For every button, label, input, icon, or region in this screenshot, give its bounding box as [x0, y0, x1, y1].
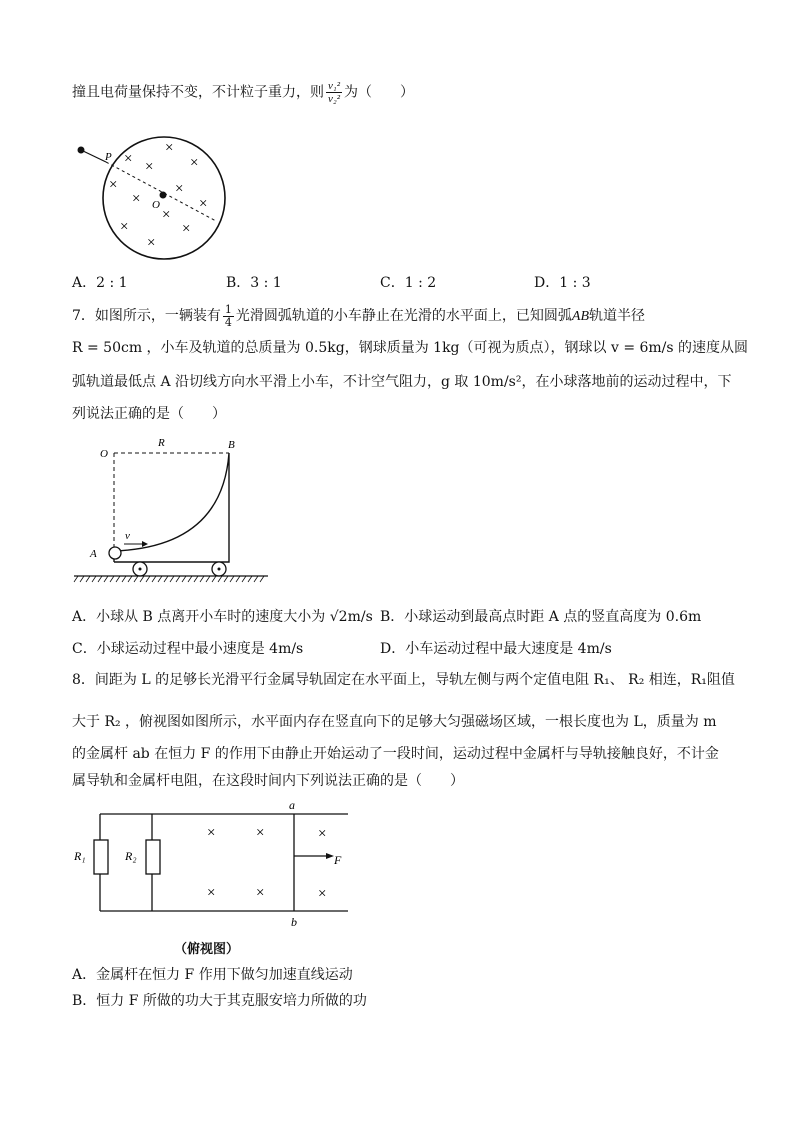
q8-stem-line4: 属导轨和金属杆电阻，在这段时间内下列说法正确的是（ ） — [72, 773, 464, 789]
q7-stem-line3: 弧轨道最低点 A 沿切线方向水平滑上小车，不计空气阻力，g 取 10m/s²，在小球落地前的运动过程中，下 — [72, 374, 732, 390]
q8-figure-caption: （俯视图） — [174, 942, 240, 957]
label-r: R — [158, 437, 165, 449]
q7-line1-text: 光滑圆弧轨道的小车静止在光滑的水平面上，已知圆弧 — [235, 308, 572, 324]
field-cross: × — [318, 886, 327, 902]
q7-cart-figure — [72, 435, 272, 585]
label-r2: R₂ — [125, 849, 137, 863]
force-arrow-head — [326, 853, 334, 859]
q7-stem-line2: R = 50cm ，小车及轨道的总质量为 0.5kg，钢球质量为 1kg（可视为质点），钢球以 v = 6m/s 的速度从圆 — [72, 340, 749, 356]
q7-quarter-fraction — [223, 304, 234, 329]
q6-circle-figure — [72, 135, 232, 275]
field-cross: × — [256, 885, 265, 901]
q8-rail-figure — [72, 798, 362, 933]
q8-option-b[interactable]: B．恒力 F 所做的功大于其克服安培力所做的功 — [72, 993, 367, 1009]
wheel-axle-left — [139, 568, 142, 571]
q7-line1-end: 轨道半径 — [589, 308, 646, 324]
q7-option-b[interactable]: B．小球运动到最高点时距 A 点的竖直高度为 0.6m — [380, 609, 702, 625]
q8-stem-line1: 8．间距为 L 的足够长光滑平行金属导轨固定在水平面上，导轨左侧与两个定值电阻 R₁、 R₂ 相连，R₁阻值 — [72, 672, 735, 688]
q7-number-text: 7．如图所示，一辆装有 — [72, 308, 221, 324]
label-a: a — [289, 798, 295, 812]
q7-option-c[interactable]: C．小球运动过程中最小速度是 4m/s — [72, 641, 304, 657]
q6-ratio-denominator: v₂² — [328, 93, 341, 105]
field-cross: × — [145, 159, 154, 175]
label-f: F — [334, 853, 342, 867]
q6-option-b[interactable]: B．3 : 1 — [226, 275, 282, 291]
field-cross: × — [207, 885, 216, 901]
center-dot — [160, 192, 167, 199]
cart-body-with-arc — [114, 453, 229, 562]
field-cross: × — [256, 825, 265, 841]
label-b: b — [291, 915, 297, 929]
field-cross: × — [109, 177, 118, 193]
field-cross: × — [207, 825, 216, 841]
steel-ball — [109, 547, 121, 559]
field-cross: × — [132, 191, 141, 207]
field-cross: × — [147, 235, 156, 251]
particle-incoming-path — [81, 150, 106, 162]
q6-option-a[interactable]: A．2 : 1 — [72, 275, 128, 291]
q6-ratio-numerator: v₁² — [328, 80, 341, 92]
field-cross: × — [199, 196, 208, 212]
resistor-r2 — [146, 840, 160, 874]
q7-option-a[interactable]: A．小球从 B 点离开小车时的速度大小为 √2m/s — [72, 609, 373, 625]
ground-hatching — [74, 576, 264, 582]
q6-stem-end: 为（ ） — [344, 84, 415, 101]
resistor-r1 — [94, 840, 108, 874]
field-cross: × — [175, 181, 184, 197]
label-p: P — [105, 151, 112, 163]
magnetic-field-crosses — [109, 140, 207, 251]
q6-option-d[interactable]: D．1 : 3 — [534, 275, 591, 291]
label-o: O — [152, 199, 160, 211]
label-b: B — [228, 439, 235, 451]
label-a: A — [90, 548, 97, 560]
q8-stem-line2: 大于 R₂ ，俯视图如图所示，水平面内存在竖直向下的足够大匀强磁场区域，一根长度也为 L，质量为 m — [72, 714, 717, 730]
q7-fraction-numerator: 1 — [224, 302, 232, 316]
q6-option-c[interactable]: C．1 : 2 — [380, 275, 437, 291]
particle-dot — [78, 147, 85, 154]
field-cross: × — [182, 221, 191, 237]
magnetic-field-crosses — [207, 825, 326, 902]
q7-arc-ab: AB — [571, 309, 590, 324]
q8-option-a[interactable]: A．金属杆在恒力 F 作用下做匀加速直线运动 — [72, 967, 353, 983]
field-cross: × — [120, 219, 129, 235]
field-cross: × — [165, 140, 174, 156]
q8-stem-line3: 的金属杆 ab 在恒力 F 的作用下由静止开始运动了一段时间，运动过程中金属杆与导轨接触良好，不计金 — [72, 746, 719, 762]
label-v: v — [125, 530, 130, 542]
label-r1: R₁ — [74, 849, 86, 863]
q7-stem-line1 — [72, 303, 645, 330]
wheel-axle-right — [218, 568, 221, 571]
dashed-diameter-line — [106, 162, 216, 221]
field-cross: × — [162, 207, 171, 223]
label-o: O — [100, 448, 108, 460]
q6-stem-tail — [72, 80, 414, 105]
field-cross: × — [190, 155, 199, 171]
field-cross: × — [124, 151, 133, 167]
velocity-arrow-head — [142, 541, 148, 547]
q7-stem-line4: 列说法正确的是（ ） — [72, 406, 226, 422]
q6-stem-text: 撞且电荷量保持不变，不计粒子重力，则 — [72, 84, 324, 101]
q7-option-d[interactable]: D．小车运动过程中最大速度是 4m/s — [380, 641, 612, 657]
field-cross: × — [318, 826, 327, 842]
q6-ratio-fraction — [326, 80, 342, 105]
q7-fraction-denominator: 4 — [224, 315, 232, 329]
